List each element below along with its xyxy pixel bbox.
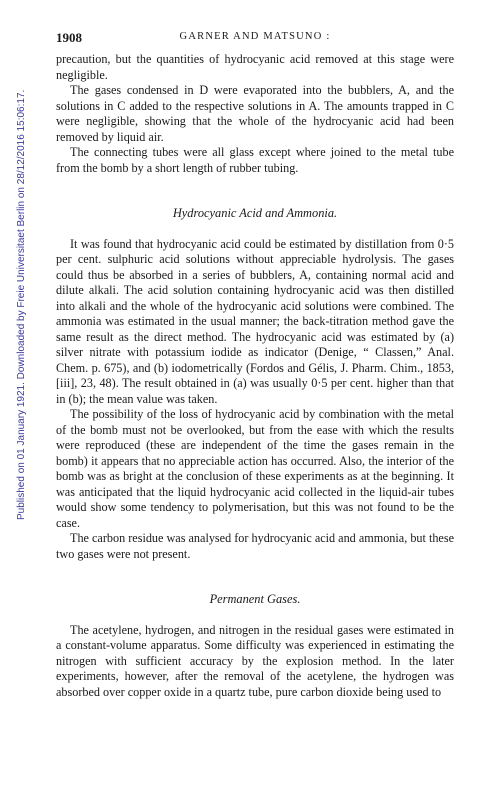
download-sidebar <box>16 0 32 792</box>
running-head: GARNER AND MATSUNO : <box>179 31 331 42</box>
paragraph-hcn-estimation: It was found that hydrocyanic acid could be estimated by distillation from 0·5 per cent. sulphuric acid solutions without appreciable hydrolysis. The gases could thus be absorbed in a series of bubblers, A, containing normal acid and dilute alkali. The acid solution containing hydrocyanic acid was then distilled into alkali and the whole of the hydrocyanic acid solutions were combined. The ammonia was estimated in the usual manner; the back-titration method gave the same result as the direct method. The hydrocyanic acid was estimated by (a) silver nitrate with potassium iodide as indicator (Denige, “ Classen,” Anal. Chem. p. 675), and (b) iodometrically (Fordos and Gélis, J. Pharm. Chim., 1853, [iii], 23, 48). The result obtained in (a) was usually 0·5 per cent. higher than that in (b); the mean value was taken. <box>56 236 454 406</box>
article-body <box>56 52 454 700</box>
section-heading-permanent-gases: Permanent Gases. <box>209 592 301 606</box>
page-header <box>56 30 454 44</box>
page-number: 1908 <box>56 30 82 45</box>
paragraph-gases-condensed: The gases condensed in D were evaporated into the bubblers, A, and the solutions in C added to the respective solutions in A. The amounts trapped in C were negligible, showing that the whole of the hydrocyanic acid had been removed by liquid air. <box>56 83 454 144</box>
paragraph-connecting-tubes: The connecting tubes were all glass except where joined to the metal tube from the bomb by a short length of rubber tubing. <box>56 145 454 175</box>
paragraph-residual-gases: The acetylene, hydrogen, and nitrogen in the residual gases were estimated in a constant-volume apparatus. Some difficulty was experienced in estimating the nitrogen with sufficient accuracy by the explosion method. In the later experiments, however, after the removal of the acetylene, the hydrogen was absorbed over copper oxide in a quartz tube, pure carbon dioxide being used to <box>56 622 454 699</box>
paragraph-continuation: precaution, but the quantities of hydrocyanic acid removed at this stage were negligible. <box>56 52 454 82</box>
section-heading-hcn-ammonia: Hydrocyanic Acid and Ammonia. <box>172 206 338 220</box>
paragraph-loss-possibility: The possibility of the loss of hydrocyanic acid by combination with the metal of the bomb must not be overlooked, but from the ease with which the results were reproduced (these are independent of the time the gases remain in the bomb) it appears that no appreciable action has occurred. Also, the interior of the bomb was as bright at the conclusion of these experiments as at the beginning. It was anticipated that the liquid hydrocyanic acid collected in the liquid-air tubes would show some tendency to polymerisation, but this was not found to be the case. <box>56 407 454 530</box>
paragraph-carbon-residue: The carbon residue was analysed for hydrocyanic acid and ammonia, but these two gases were not present. <box>56 531 454 561</box>
download-note: Published on 01 January 1921. Downloaded by Freie Universitaet Berlin on 28/12/2016 15:06:17. <box>16 89 27 520</box>
